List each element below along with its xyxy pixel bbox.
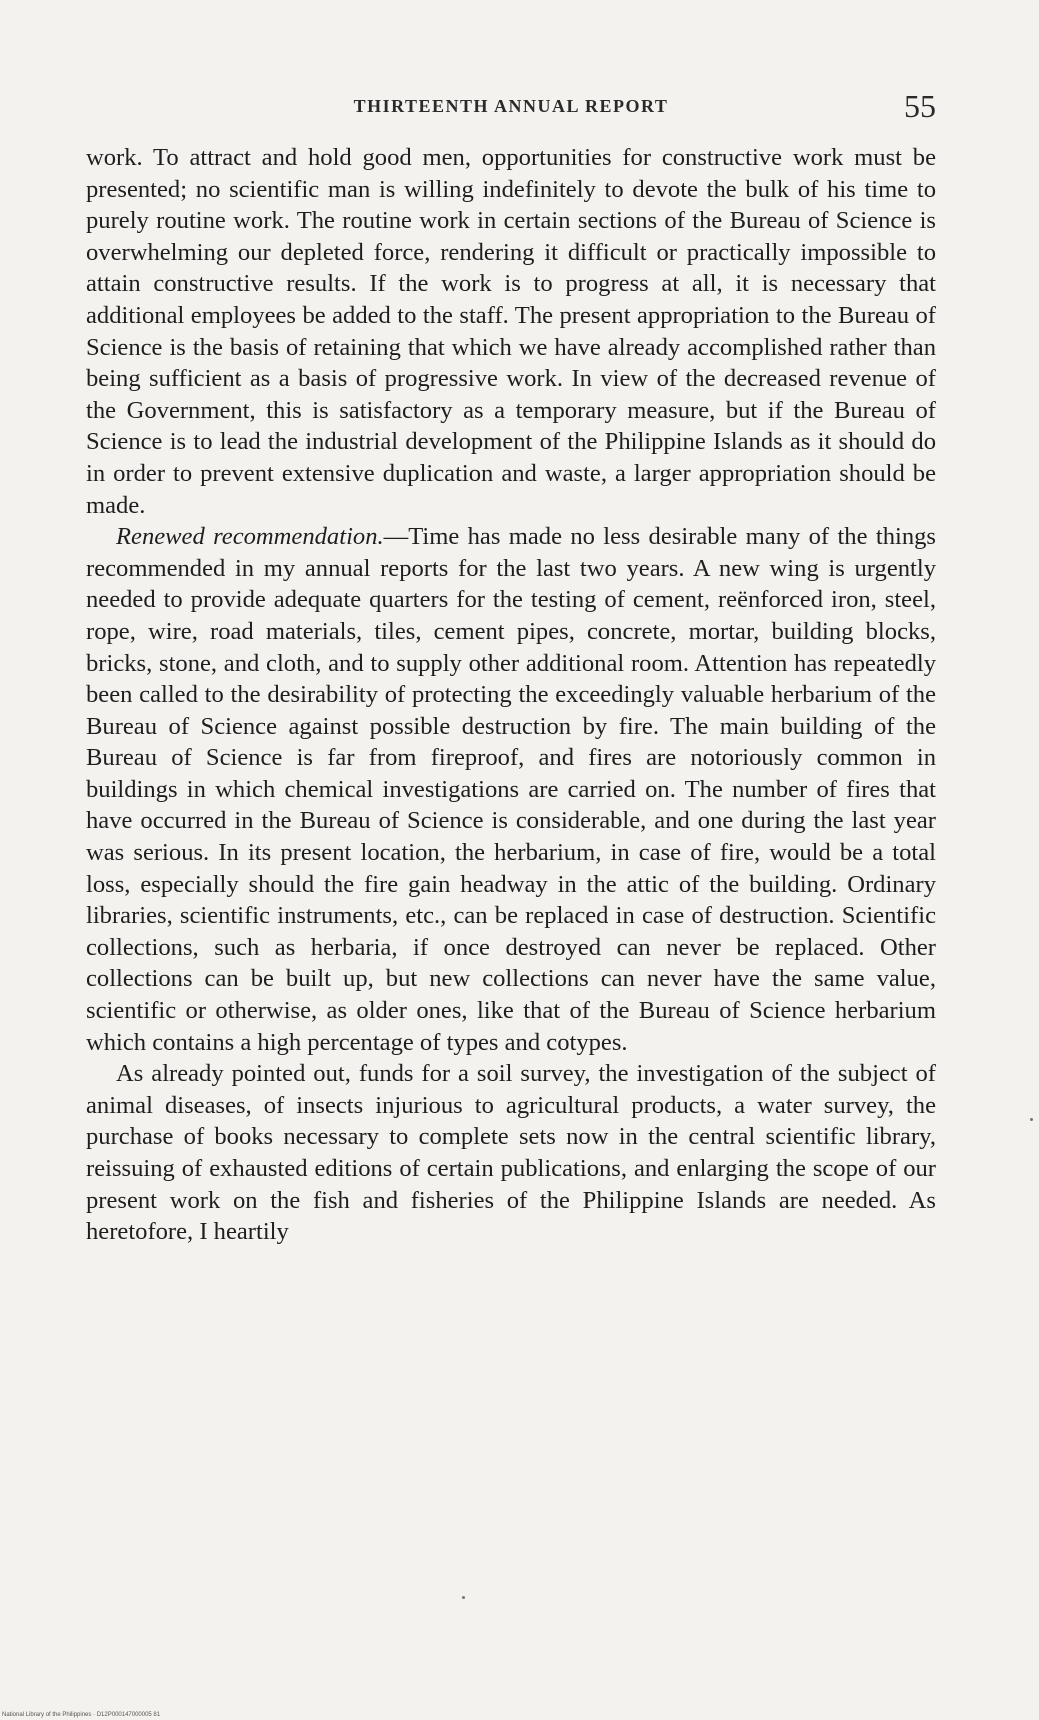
scan-credit: National Library of the Philippines · D12P000147000005 81 xyxy=(2,1712,161,1718)
scan-speck xyxy=(1030,1118,1033,1121)
paragraph-renewed-recommendation xyxy=(86,521,936,1058)
page-number: 55 xyxy=(904,88,936,124)
scan-speck xyxy=(462,1596,465,1599)
paragraph-funds-needed: As already pointed out, funds for a soil survey, the investigation of the subject of animal diseases, of insects injurious to agricultural products, a water survey, the purchase of books necessary to complete sets now in the central scientific library, reissuing of exhausted editions of certain publications, and enlarging the scope of our present work on the fish and fisheries of the Philippine Islands are needed. As heretofore, I heartily xyxy=(86,1060,936,1246)
paragraph-text: —Time has made no less desirable many of the things recommended in my annual reports for the last two years. A new wing is urgently needed to provide adequate quarters for the testing of cement, reënforced iron, steel, rope, wire, road materials, tiles, cement pipes, concrete, mortar, building blocks, bricks, stone, and cloth, and to supply other additional room. Attention has repeatedly been called to the desirability of protecting the exceedingly valuable herbarium of the Bureau of Science against possible destruction by fire. The main building of the Bureau of Science is far from fireproof, and fires are notoriously common in buildings in which chemical investigations are carried on. The number of fires that have occurred in the Bureau of Science is considerable, and one during the last year was serious. In its present location, the herbarium, in case of fire, would be a total loss, especially should the fire gain headway in the attic of the building. Ordinary libraries, scientific instruments, etc., can be replaced in case of destruction. Scientific collections, such as herbaria, if once destroyed can never be replaced. Other collections can be built up, but new collections can never have the same value, scientific or otherwise, as older ones, like that of the Bureau of Science herbarium which contains a high percentage of types and cotypes. xyxy=(86,523,936,1056)
body-text xyxy=(86,142,936,1248)
run-in-heading: Renewed recommendation. xyxy=(116,523,384,551)
page-header xyxy=(86,90,936,126)
paragraph-continuation: work. To attract and hold good men, opportunities for constructive work must be presented; no scientific man is willing indefinitely to devote the bulk of his time to purely routine work. The routine work in certain sections of the Bureau of Science is overwhelming our depleted force, rendering it difficult or practically impossible to attain constructive results. If the work is to progress at all, it is necessary that additional employees be added to the staff. The present appropriation to the Bureau of Science is the basis of retaining that which we have already accomplished rather than being sufficient as a basis of progressive work. In view of the decreased revenue of the Government, this is satisfactory as a temporary measure, but if the Bureau of Science is to lead the industrial development of the Philippine Islands as it should do in order to prevent extensive duplication and waste, a larger appropriation should be made. xyxy=(86,144,936,519)
running-head: THIRTEENTH ANNUAL REPORT xyxy=(353,96,669,116)
